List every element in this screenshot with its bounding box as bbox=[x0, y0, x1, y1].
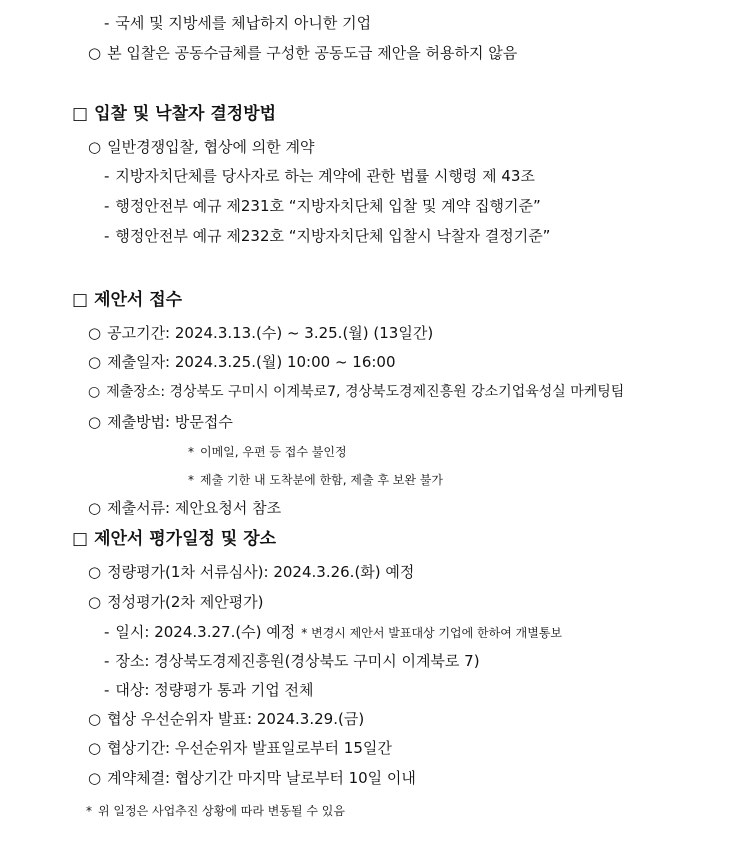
line-text: 행정안전부 예규 제232호 “지방자치단체 입찰시 낙찰자 결정기준” bbox=[115, 227, 551, 245]
line-text: 제출일자: 2024.3.25.(월) 10:00 ~ 16:00 bbox=[107, 353, 396, 371]
heading-text: 제안서 접수 bbox=[94, 290, 183, 310]
note-item bbox=[188, 470, 443, 490]
dash-marker: - bbox=[104, 227, 110, 245]
list-item bbox=[104, 13, 371, 33]
line-text: 장소: 경상북도경제진흥원(경상북도 구미시 이계북로 7) bbox=[115, 652, 480, 670]
list-item bbox=[104, 622, 562, 643]
list-item bbox=[88, 43, 517, 63]
circle-marker: ○ bbox=[88, 563, 102, 581]
circle-marker: ○ bbox=[88, 710, 102, 728]
square-marker: □ bbox=[72, 290, 89, 310]
note-item bbox=[86, 801, 345, 821]
list-item bbox=[88, 352, 396, 372]
list-item bbox=[88, 498, 281, 518]
list-item bbox=[104, 166, 535, 186]
list-item bbox=[88, 323, 433, 343]
dash-marker: - bbox=[104, 623, 110, 641]
line-text: 제출방법: 방문접수 bbox=[107, 413, 233, 431]
list-item bbox=[88, 768, 416, 788]
square-marker: □ bbox=[72, 529, 89, 549]
list-item bbox=[88, 592, 264, 612]
heading-text: 입찰 및 낙찰자 결정방법 bbox=[94, 104, 277, 124]
circle-marker: ○ bbox=[88, 413, 102, 431]
line-text: 제출장소: 경상북도 구미시 이계북로7, 경상북도경제진흥원 강소기업육성실 마케팅팀 bbox=[106, 384, 625, 400]
section-heading bbox=[72, 290, 182, 310]
line-text: 계약체결: 협상기간 마지막 날로부터 10일 이내 bbox=[107, 769, 416, 787]
list-item bbox=[88, 137, 315, 157]
line-text: 국세 및 지방세를 체납하지 아니한 기업 bbox=[115, 14, 372, 32]
list-item bbox=[104, 196, 541, 216]
circle-marker: ○ bbox=[88, 44, 102, 62]
line-text: 지방자치단체를 당사자로 하는 계약에 관한 법률 시행령 제 43조 bbox=[115, 167, 535, 185]
section-heading bbox=[72, 529, 276, 549]
asterisk-marker: * bbox=[86, 804, 92, 818]
inline-note: * 변경시 제안서 발표대상 기업에 한하여 개별통보 bbox=[301, 626, 563, 640]
note-item bbox=[188, 442, 347, 462]
circle-marker: ○ bbox=[88, 769, 102, 787]
line-text: 제출서류: 제안요청서 참조 bbox=[107, 499, 282, 517]
line-text: 본 입찰은 공동수급체를 구성한 공동도급 제안을 허용하지 않음 bbox=[107, 44, 518, 62]
note-text: 위 일정은 사업추진 상황에 따라 변동될 수 있음 bbox=[98, 804, 345, 818]
circle-marker: ○ bbox=[88, 138, 102, 156]
line-text: 행정안전부 예규 제231호 “지방자치단체 입찰 및 계약 집행기준” bbox=[115, 197, 541, 215]
list-item bbox=[88, 709, 364, 729]
circle-marker: ○ bbox=[88, 384, 101, 400]
list-item bbox=[88, 562, 414, 582]
line-text: 협상 우선순위자 발표: 2024.3.29.(금) bbox=[107, 710, 365, 728]
square-marker: □ bbox=[72, 104, 89, 124]
circle-marker: ○ bbox=[88, 353, 102, 371]
dash-marker: - bbox=[104, 681, 110, 699]
asterisk-marker: * bbox=[188, 445, 194, 459]
list-item bbox=[104, 226, 550, 246]
list-item bbox=[88, 382, 624, 402]
line-text: 정량평가(1차 서류심사): 2024.3.26.(화) 예정 bbox=[107, 563, 415, 581]
line-text: 대상: 정량평가 통과 기업 전체 bbox=[115, 681, 314, 699]
line-text: 공고기간: 2024.3.13.(수) ~ 3.25.(월) (13일간) bbox=[107, 324, 434, 342]
circle-marker: ○ bbox=[88, 499, 102, 517]
circle-marker: ○ bbox=[88, 593, 102, 611]
list-item bbox=[104, 651, 480, 671]
line-text: 일반경쟁입찰, 협상에 의한 계약 bbox=[107, 138, 315, 156]
heading-text: 제안서 평가일정 및 장소 bbox=[94, 529, 277, 549]
circle-marker: ○ bbox=[88, 324, 102, 342]
list-item bbox=[88, 738, 392, 758]
asterisk-marker: * bbox=[188, 473, 194, 487]
circle-marker: ○ bbox=[88, 739, 102, 757]
dash-marker: - bbox=[104, 14, 110, 32]
line-text: 일시: 2024.3.27.(수) 예정 bbox=[115, 623, 296, 641]
list-item bbox=[104, 680, 313, 700]
dash-marker: - bbox=[104, 167, 110, 185]
section-heading bbox=[72, 104, 276, 124]
note-text: 이메일, 우편 등 접수 불인정 bbox=[200, 445, 347, 459]
list-item bbox=[88, 412, 233, 432]
dash-marker: - bbox=[104, 652, 110, 670]
note-text: 제출 기한 내 도착분에 한함, 제출 후 보완 불가 bbox=[200, 473, 443, 487]
line-text: 협상기간: 우선순위자 발표일로부터 15일간 bbox=[107, 739, 392, 757]
line-text: 정성평가(2차 제안평가) bbox=[107, 593, 264, 611]
dash-marker: - bbox=[104, 197, 110, 215]
